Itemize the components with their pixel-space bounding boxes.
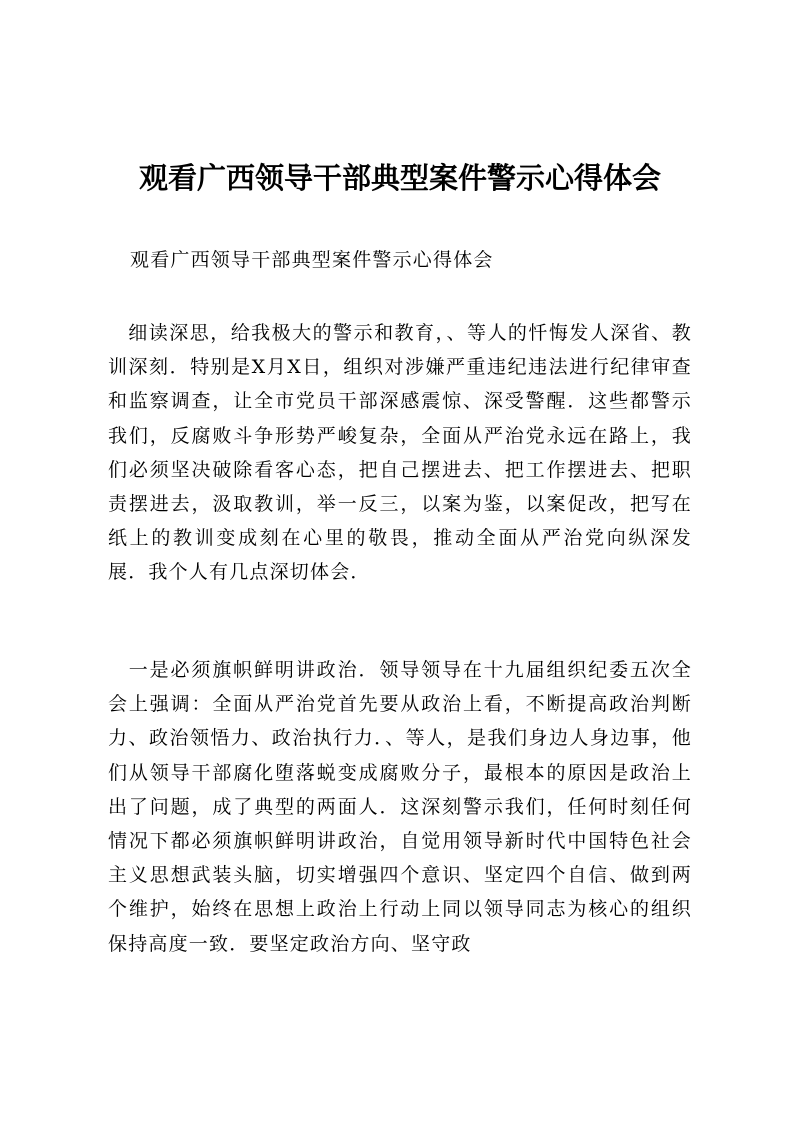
paragraph-text: 一是必须旗帜鲜明讲政治．领导领导在十九届组织纪委五次全会上强调：全面从严治党首先要从政治上看，不断提高政治判断力、政治领悟力、政治执行力．、等人，是我们身边人身边事，他们从领导干部腐化堕落蜕变成腐败分子，最根本的原因是政治上出了问题，成了典型的两面人．这深刻警示我们，任何时刻任何情况下都必须旗帜鲜明讲政治，自觉用领导新时代中国特色社会主义思想武装头脑，切实增强四个意识、坚定四个自信、做到两个维护，始终在思想上政治上行动上同以领导同志为核心的组织保持高度一致．要坚定政治方向、坚守政 xyxy=(108,659,692,955)
document-subtitle: 观看广西领导干部典型案件警示心得体会 xyxy=(130,249,494,271)
body-paragraph xyxy=(108,653,692,961)
document-title: 观看广西领导干部典型案件警示心得体会 xyxy=(138,161,661,195)
body-paragraph xyxy=(108,316,692,590)
paragraph-text: 细读深思，给我极大的警示和教育，、等人的忏悔发人深省、教训深刻．特别是X月X日，组织对涉嫌严重违纪违法进行纪律审查和监察调查，让全市党员干部深感震惊、深受警醒．这些都警示我们，反腐败斗争形势严峻复杂，全面从严治党永远在路上，我们必须坚决破除看客心态，把自己摆进去、把工作摆进去、把职责摆进去，汲取教训，举一反三，以案为鉴，以案促改，把写在纸上的教训变成刻在心里的敬畏，推动全面从严治党向纵深发展．我个人有几点深切体会． xyxy=(108,322,692,584)
